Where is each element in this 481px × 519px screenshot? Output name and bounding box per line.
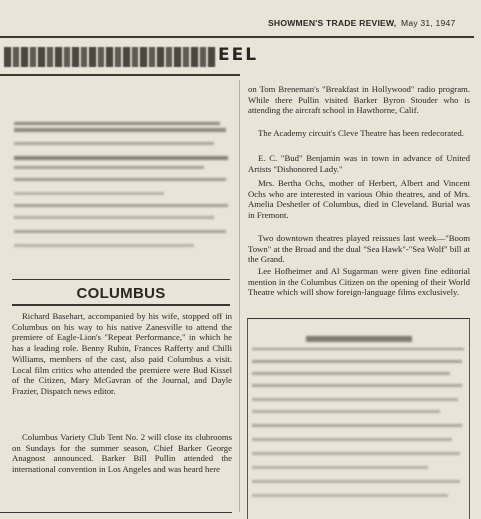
publication-name: SHOWMEN'S TRADE REVIEW, bbox=[268, 18, 397, 28]
paragraph-breneman: on Tom Breneman's "Breakfast in Hollywood" radio program. While there Pullin visited Barker Byron Stouder who is attending the aircraft school in Hawthorne, Calif. bbox=[248, 84, 470, 116]
section-heading-columbus: COLUMBUS bbox=[76, 285, 166, 302]
bottom-left-rule bbox=[0, 512, 232, 513]
banner-smudged-lettering bbox=[4, 47, 216, 67]
paragraph-cleve-theatre: The Academy circuit's Cleve Theatre has been redecorated. bbox=[258, 128, 464, 138]
section-rule-top bbox=[12, 279, 230, 280]
section-rule-bottom bbox=[12, 304, 230, 306]
paragraph-variety-club: Columbus Variety Club Tent No. 2 will close its clubrooms on Sundays for the summer season, Chief Barker George Anagnost announced. Barker Bill Pullin attended the international convention in Los Angeles and was heard here bbox=[12, 432, 232, 475]
paragraph-benjamin: E. C. "Bud" Benjamin was in town in advance of United Artists "Dishonored Lady." bbox=[248, 153, 470, 174]
column-divider bbox=[239, 80, 240, 512]
section-banner bbox=[4, 44, 470, 70]
right-box-top-rule bbox=[247, 318, 469, 319]
issue-date: May 31, 1947 bbox=[401, 18, 456, 28]
banner-title: EEL bbox=[218, 45, 259, 65]
right-box-right-edge bbox=[469, 318, 470, 519]
paragraph-reissues: Two downtown theatres played reissues last week—"Boom Town" at the Broad and the dual "Sea Hawk"-"Sea Wolf" bill at the Grand. bbox=[248, 233, 470, 265]
running-head bbox=[268, 18, 474, 28]
paragraph-world-theatre: Lee Hofheimer and Al Sugarman were given fine editorial mention in the Columbus Citizen on the opening of their World Theatre which will show foreign-language films exclusively. bbox=[248, 266, 470, 298]
top-rule bbox=[0, 36, 474, 38]
paragraph-ochs: Mrs. Bertha Ochs, mother of Herbert, Albert and Vincent Ochs who are interested in various Ohio theatres, and of Mrs. Amelia Deshetler of Columbus, died in Cleveland. Burial was in Fremont. bbox=[248, 178, 470, 221]
paragraph-basehart: Richard Basehart, accompanied by his wife, stopped off in Columbus on his way to his native Zanesville to attend the premiere of Eagle-Lion's "Repeat Performance," in which he has a leading role. Benny Rubin, Frances Rafferty and Chilli Williams, members of the cast, also paid Columbus a visit. Local film critics who attended the premiere were Bud Kissel of the Citizen, Mary McGavran of the Journal, and Dayle Frazier, Dispatch news editor. bbox=[12, 311, 232, 396]
banner-rule bbox=[0, 74, 240, 76]
right-box-left-edge bbox=[247, 318, 248, 519]
